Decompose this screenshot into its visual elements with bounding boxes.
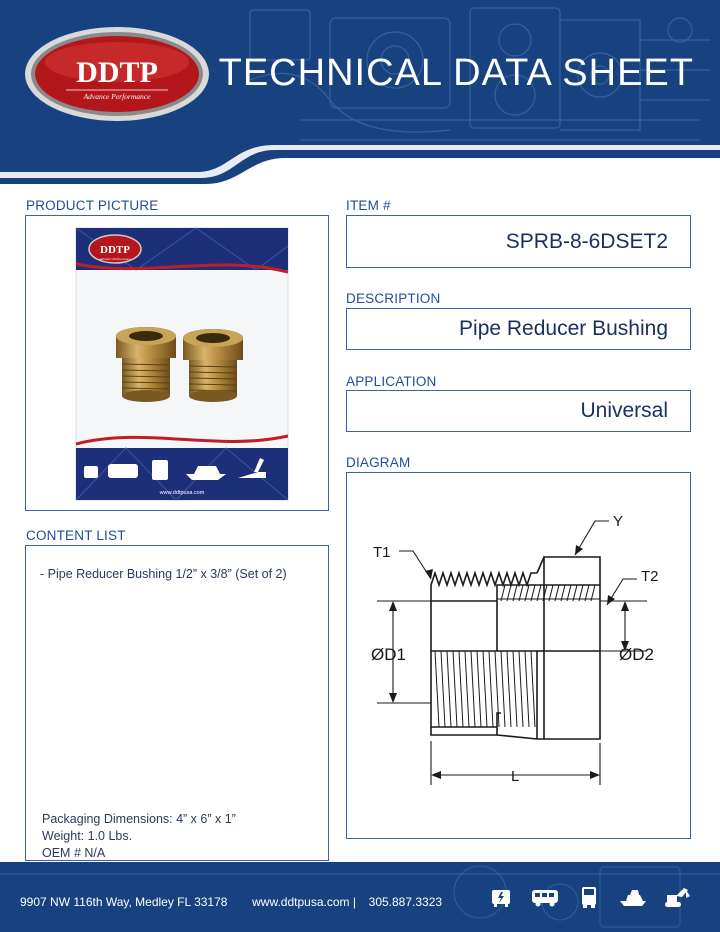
item-number-label: ITEM # xyxy=(346,198,391,213)
application-box xyxy=(346,390,691,432)
product-picture-box xyxy=(25,215,329,511)
description-box xyxy=(346,308,691,350)
bag-logo-text: DDTP xyxy=(100,244,130,256)
truck-icon xyxy=(574,884,604,910)
content-list-label: CONTENT LIST xyxy=(26,528,126,543)
content-item: - Pipe Reducer Bushing 1/2” x 3/8” (Set of 2) xyxy=(40,567,287,581)
ddtp-logo xyxy=(24,26,210,122)
application-label: APPLICATION xyxy=(346,374,437,389)
bushing-diagram xyxy=(347,473,692,840)
footer-contact xyxy=(20,895,442,909)
footer xyxy=(0,862,720,932)
item-number-value: SPRB-8-6DSET2 xyxy=(505,229,668,253)
oem-number: OEM # N/A xyxy=(42,846,106,860)
diagram-label-l: L xyxy=(511,768,520,785)
content-list-box xyxy=(25,545,329,861)
packaging-dimensions: Packaging Dimensions: 4” x 6” x 1” xyxy=(42,812,236,826)
header-banner xyxy=(0,0,720,190)
page-title: TECHNICAL DATA SHEET xyxy=(218,52,694,94)
footer-phone: 305.887.3323 xyxy=(368,895,443,909)
bushing-1 xyxy=(116,327,176,402)
footer-icon-row xyxy=(486,884,692,910)
item-number-box xyxy=(346,215,691,268)
footer-website[interactable]: www.ddtpusa.com | xyxy=(252,895,356,909)
diagram-label-t2: T2 xyxy=(641,568,659,585)
generator-icon xyxy=(486,884,516,910)
footer-address: 9907 NW 116th Way, Medley FL 33178 xyxy=(20,895,228,909)
diagram-label-y: Y xyxy=(613,513,624,530)
diagram-label: DIAGRAM xyxy=(346,455,411,470)
diagram-label-t1: T1 xyxy=(373,544,391,561)
bag-logo-tagline: Advance Performance xyxy=(99,257,131,261)
excavator-icon xyxy=(662,884,692,910)
product-photo xyxy=(26,216,330,512)
product-picture-label: PRODUCT PICTURE xyxy=(26,198,159,213)
diagram-label-d1: ØD1 xyxy=(371,645,406,664)
bag-url: www.ddtpusa.com xyxy=(159,490,205,496)
application-value: Universal xyxy=(580,399,668,422)
diagram-label-d2: ØD2 xyxy=(619,645,654,664)
description-label: DESCRIPTION xyxy=(346,291,441,306)
weight: Weight: 1.0 Lbs. xyxy=(42,829,133,843)
yacht-icon xyxy=(618,884,648,910)
description-value: Pipe Reducer Bushing xyxy=(459,317,668,340)
bus-icon xyxy=(530,884,560,910)
bushing-2 xyxy=(183,329,243,402)
logo-tagline: Advance Performance xyxy=(83,92,151,101)
diagram-box xyxy=(346,472,691,839)
logo-text: DDTP xyxy=(76,56,158,89)
